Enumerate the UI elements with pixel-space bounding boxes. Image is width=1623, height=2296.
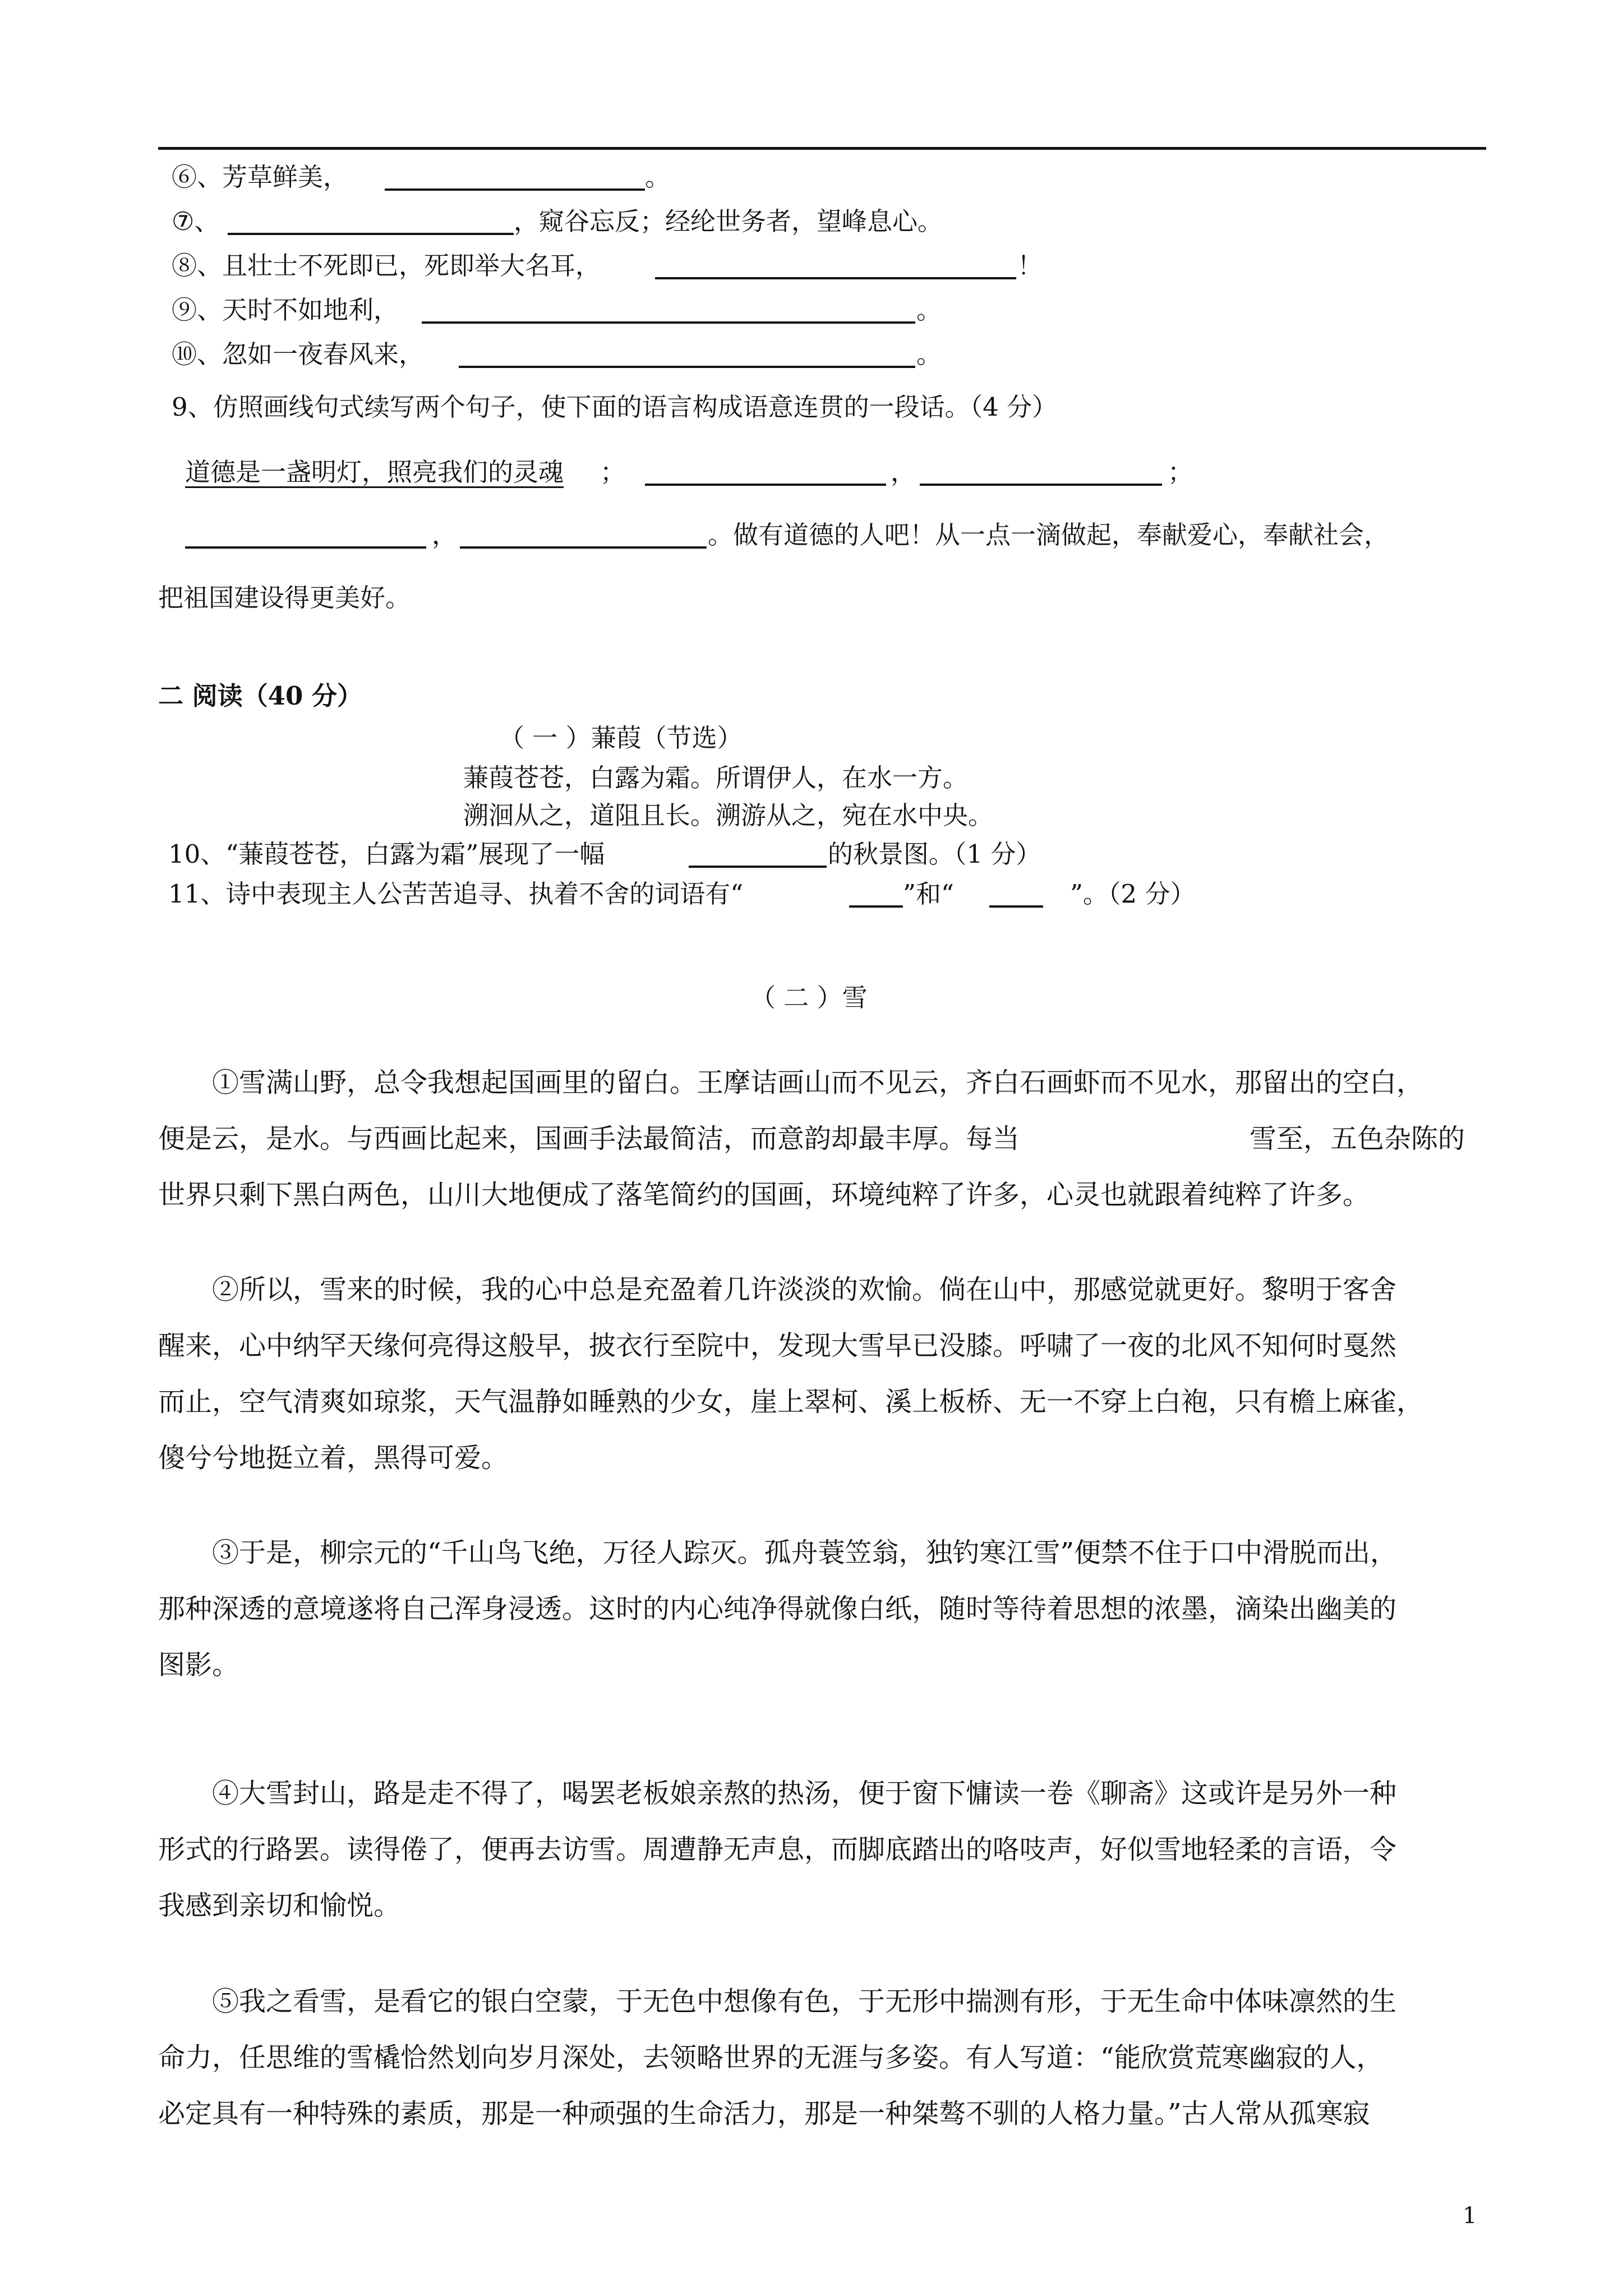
item-9-prefix: ⑨、天时不如地利，: [172, 295, 399, 325]
q9-tail: 。做有道德的人吧！从一点一滴做起，奉献爱心，奉献社会，: [708, 520, 1390, 550]
q9-blank-3[interactable]: [185, 546, 426, 549]
q9-prompt: 9、仿照画线句式续写两个句子，使下面的语言构成语意连贯的一段话。（4 分）: [172, 392, 1058, 422]
q9-comma-2: ，: [432, 520, 458, 550]
p3-line-2: 那种深透的意境遂将自己浑身浸透。这时的内心纯净得就像白纸，随时等待着思想的浓墨，滴染出幽美的: [158, 1593, 1397, 1625]
q11-blank-2[interactable]: [989, 905, 1043, 908]
p2-line-4: 傻兮兮地挺立着，黑得可爱。: [158, 1442, 509, 1474]
item-7-blank[interactable]: [228, 233, 514, 235]
p2-line-1: ②所以，雪来的时候，我的心中总是充盈着几许淡淡的欢愉。倘在山中，那感觉就更好。黎明于客舍: [212, 1274, 1397, 1305]
q10-suffix: 的秋景图。（1 分）: [828, 839, 1041, 869]
section-heading: 二 阅读（40 分）: [158, 681, 362, 711]
q10-prefix: 10、“蒹葭苍苍，白露为霜”展现了一幅: [168, 839, 605, 869]
q9-blank-2[interactable]: [920, 484, 1162, 486]
item-8-blank[interactable]: [655, 277, 1016, 279]
p3-line-3: 图影。: [158, 1649, 239, 1681]
q11-middle: ”和“: [903, 879, 955, 909]
item-6-suffix: 。: [645, 162, 671, 192]
item-8-suffix: ！: [1017, 251, 1043, 280]
item-8-prefix: ⑧、且壮士不死即已，死即举大名耳，: [172, 251, 601, 280]
p4-line-1: ④大雪封山，路是走不得了，喝罢老板娘亲熬的热汤，便于窗下慵读一卷《聊斋》这或许是另外一种: [212, 1778, 1397, 1809]
page-number: 1: [1463, 2203, 1477, 2229]
p2-line-2: 醒来，心中纳罕天缘何亮得这般早，披衣行至院中，发现大雪早已没膝。呼啸了一夜的北风不知何时戛然: [158, 1330, 1397, 1361]
p1-line-2: 便是云，是水。与西画比起来，国画手法最简洁，而意韵却最丰厚。每当: [158, 1123, 1020, 1154]
item-6-prefix: ⑥、芳草鲜美，: [172, 162, 349, 192]
p1-line-2b: 雪至，五色杂陈的: [1249, 1123, 1465, 1154]
q11-blank-1[interactable]: [849, 905, 903, 908]
p5-line-3: 必定具有一种特殊的素质，那是一种顽强的生命活力，那是一种桀骜不驯的人格力量。”古人常从孤寒寂: [158, 2098, 1370, 2129]
q9-separator: ；: [600, 457, 626, 487]
item-9-blank[interactable]: [422, 321, 915, 324]
item-7-prefix: ⑦、: [172, 206, 220, 236]
q11-suffix: ”。（2 分）: [1070, 879, 1196, 909]
p5-line-1: ⑤我之看雪，是看它的银白空蒙，于无色中想像有色，于无形中揣测有形，于无生命中体味凛然的生: [212, 1986, 1397, 2017]
q9-comma-1: ，: [891, 457, 916, 487]
p5-line-2: 命力，任思维的雪橇恰然划向岁月深处，去领略世界的无涯与多姿。有人写道：“能欣赏荒寒幽寂的人，: [158, 2042, 1384, 2073]
item-10-blank[interactable]: [459, 366, 915, 368]
p2-line-3: 而止，空气清爽如琼浆，天气温静如睡熟的少女，崖上翠柯、溪上板桥、无一不穿上白袍，只有檐上麻雀，: [158, 1386, 1424, 1418]
passage-title: （ 二 ）雪: [750, 983, 868, 1013]
q10-blank[interactable]: [689, 866, 827, 868]
p1-line-3: 世界只剩下黑白两色，山川大地便成了落笔简约的国画，环境纯粹了许多，心灵也就跟着纯粹了许多。: [158, 1179, 1370, 1211]
p4-line-2: 形式的行路罢。读得倦了，便再去访雪。周遭静无声息，而脚底踏出的咯吱声，好似雪地轻柔的言语，令: [158, 1834, 1397, 1865]
item-9-suffix: 。: [916, 295, 942, 325]
poem-line-1: 蒹葭苍苍，白露为霜。所谓伊人，在水一方。: [463, 763, 969, 793]
item-6-blank[interactable]: [385, 188, 645, 191]
q9-blank-4[interactable]: [460, 546, 707, 549]
q9-end-1: ；: [1168, 457, 1193, 487]
q11-prefix: 11、诗中表现主人公苦苦追寻、执着不舍的词语有“: [168, 879, 744, 909]
item-7-suffix: ，窥谷忘反；经纶世务者，望峰息心。: [514, 206, 943, 236]
item-10-prefix: ⑩、忽如一夜春风来，: [172, 339, 425, 369]
q9-blank-1[interactable]: [645, 484, 886, 486]
poem-title: （ 一 ）蒹葭（节选）: [499, 723, 743, 753]
poem-line-2: 溯洄从之，道阻且长。溯游从之，宛在水中央。: [463, 800, 994, 830]
item-10-suffix: 。: [916, 339, 942, 369]
p3-line-1: ③于是，柳宗元的“千山鸟飞绝，万径人踪灭。孤舟蓑笠翁，独钓寒江雪”便禁不住于口中滑脱而出，: [212, 1537, 1398, 1568]
p4-line-3: 我感到亲切和愉悦。: [158, 1890, 401, 1921]
q9-last-line: 把祖国建设得更美好。: [158, 583, 411, 613]
q9-model-sentence: 道德是一盏明灯，照亮我们的灵魂: [185, 457, 564, 487]
p1-line-1: ①雪满山野，总令我想起国画里的留白。王摩诘画山而不见云，齐白石画虾而不见水，那留出的空白，: [212, 1067, 1424, 1098]
header-rule: [158, 147, 1486, 150]
